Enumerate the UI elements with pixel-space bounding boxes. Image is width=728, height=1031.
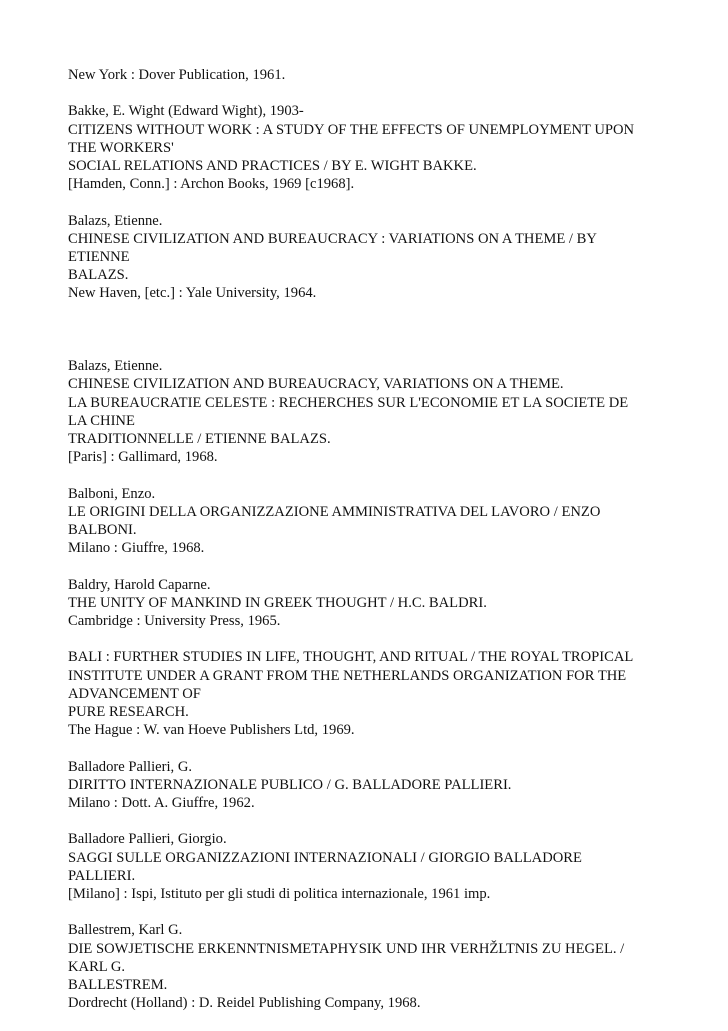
bibliography-entry <box>68 66 708 84</box>
bibliography-entry <box>68 212 708 303</box>
entry-title: LA BUREAUCRATIE CELESTE : RECHERCHES SUR L'ECONOMIE ET LA SOCIETE DE <box>68 394 629 411</box>
entry-title: SOCIAL RELATIONS AND PRACTICES / BY E. WIGHT BAKKE. <box>68 158 477 174</box>
entry-title: THE WORKERS' <box>68 139 174 156</box>
entry-title: PALLIERI. <box>68 867 136 884</box>
entry-title: SAGGI SULLE ORGANIZZAZIONI INTERNAZIONALI / GIORGIO BALLADORE <box>68 849 582 866</box>
bibliography-entry <box>68 830 708 903</box>
entry-author: Balladore Pallieri, G. <box>68 758 193 775</box>
entry-imprint: Milano : Dott. A. Giuffre, 1962. <box>68 795 255 812</box>
entry-title: PURE RESEARCH. <box>68 704 189 721</box>
entry-imprint: Milano : Giuffre, 1968. <box>68 540 205 557</box>
entry-title: INSTITUTE UNDER A GRANT FROM THE NETHERLANDS ORGANIZATION FOR THE <box>68 667 627 684</box>
entry-title: CHINESE CIVILIZATION AND BUREAUCRACY : VARIATIONS ON A THEME / BY <box>68 230 597 247</box>
entry-title: THE UNITY OF MANKIND IN GREEK THOUGHT / H.C. BALDRI. <box>68 594 487 611</box>
entry-title: CITIZENS WITHOUT WORK : A STUDY OF THE EFFECTS OF UNEMPLOYMENT UPON <box>68 121 635 138</box>
bibliography-entry <box>68 485 708 558</box>
bibliography-entry <box>68 102 708 193</box>
entry-imprint: New Haven, [etc.] : Yale University, 1964. <box>68 285 317 302</box>
entry-imprint: Cambridge : University Press, 1965. <box>68 613 281 630</box>
entry-title: BALBONI. <box>68 522 137 539</box>
entry-title: DIRITTO INTERNAZIONALE PUBLICO / G. BALLADORE PALLIERI. <box>68 776 512 793</box>
entry-title: TRADITIONNELLE / ETIENNE BALAZS. <box>68 431 331 448</box>
entry-author: Balazs, Etienne. <box>68 358 163 375</box>
bibliography-entry <box>68 648 708 739</box>
entry-author: Ballestrem, Karl G. <box>68 922 183 939</box>
entry-title: LE ORIGINI DELLA ORGANIZZAZIONE AMMINISTRATIVA DEL LAVORO / ENZO <box>68 503 601 520</box>
entry-author: Balladore Pallieri, Giorgio. <box>68 831 227 848</box>
bibliography-entry <box>68 758 708 813</box>
entry-imprint: Dordrecht (Holland) : D. Reidel Publishing Company, 1968. <box>68 995 421 1012</box>
entry-title: BALLESTREM. <box>68 977 168 994</box>
entry-title: DIE SOWJETISCHE ERKENNTNISMETAPHYSIK UND IHR VERHŽLTNIS ZU HEGEL. / <box>68 940 625 957</box>
entry-title: KARL G. <box>68 958 126 975</box>
entry-line: New York : Dover Publication, 1961. <box>68 67 286 83</box>
entry-title: ADVANCEMENT OF <box>68 685 201 702</box>
entry-author: Bakke, E. Wight (Edward Wight), 1903- <box>68 103 304 120</box>
bibliography-entry <box>68 357 708 466</box>
entry-title: BALAZS. <box>68 267 129 284</box>
entry-title: ETIENNE <box>68 249 130 265</box>
bibliography-entry <box>68 921 708 1012</box>
entry-imprint: The Hague : W. van Hoeve Publishers Ltd, 1969. <box>68 722 355 739</box>
entry-title: CHINESE CIVILIZATION AND BUREAUCRACY, VARIATIONS ON A THEME. <box>68 376 564 393</box>
entry-imprint: [Hamden, Conn.] : Archon Books, 1969 [c1968]. <box>68 176 355 193</box>
entry-title: LA CHINE <box>68 412 135 429</box>
entry-imprint: [Milano] : Ispi, Istituto per gli studi di politica internazionale, 1961 imp. <box>68 886 491 903</box>
entry-author: Baldry, Harold Caparne. <box>68 576 211 593</box>
entry-title: BALI : FURTHER STUDIES IN LIFE, THOUGHT, AND RITUAL / THE ROYAL TROPICAL <box>68 649 634 666</box>
entry-author: Balazs, Etienne. <box>68 212 163 229</box>
bibliography-entry <box>68 576 708 631</box>
entry-imprint: [Paris] : Gallimard, 1968. <box>68 449 218 466</box>
entry-author: Balboni, Enzo. <box>68 485 156 502</box>
bibliography-list <box>68 66 708 1031</box>
